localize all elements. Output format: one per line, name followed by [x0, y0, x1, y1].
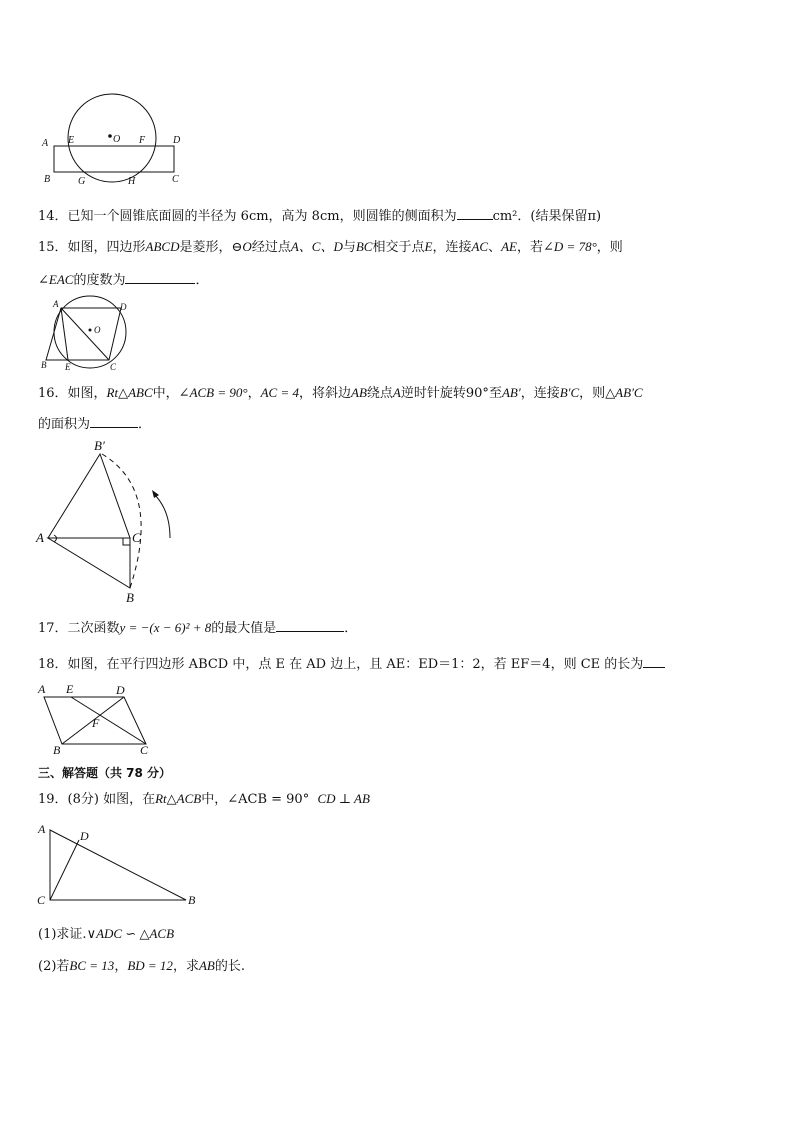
fig13-rectangle	[54, 146, 174, 172]
figure-parallelogram	[36, 680, 166, 756]
q19-prefix: 19．(8分) 如图，在	[38, 792, 156, 807]
fig16-arrow-head	[152, 490, 159, 498]
q16-mid6: ，连接	[520, 386, 560, 401]
fig15-center-dot	[89, 329, 92, 332]
question-18	[38, 654, 665, 674]
fig15-label-a: A	[53, 299, 59, 309]
question-19-part-1	[38, 925, 174, 944]
question-16-line-2	[38, 414, 151, 434]
q16-mid7: ，则	[579, 386, 606, 401]
q16-ab: AB	[351, 385, 367, 400]
fig16-label-b: B	[126, 590, 134, 605]
q14-unit: cm²．(结果保留π)	[492, 209, 602, 224]
fig18-label-a: A	[38, 682, 46, 696]
q15-angle-d: ∠D = 78°	[543, 239, 597, 254]
q16-mid4: 逆时针旋转	[400, 386, 466, 401]
q16-mid3: 绕点	[366, 386, 393, 401]
q15-bc: BC	[355, 239, 373, 254]
fig16-label-c: C	[132, 530, 141, 545]
fig13-label-h: H	[128, 176, 136, 187]
q15-degree-text: 的度数为	[73, 273, 126, 288]
fig18-label-b: B	[53, 743, 61, 757]
section-3-title: 三、解答题（共 78 分）	[38, 766, 172, 780]
q16-mid5: 至	[488, 386, 502, 401]
q16-rt: Rt△ABC	[106, 385, 153, 400]
fig15-ae	[61, 308, 68, 360]
fig19-label-a: A	[38, 822, 46, 836]
q15-prefix: 15．如图，四边形	[38, 240, 146, 255]
fig16-arc	[102, 454, 141, 588]
q16-deg: 90°	[465, 386, 489, 401]
question-16-line-1	[38, 384, 643, 403]
fig18-label-f: F	[92, 716, 100, 730]
fig16-label-bp: B′	[94, 438, 105, 453]
q14-text: 14．已知一个圆锥底面圆的半径为 6cm，高为 8cm，则圆锥的侧面积为	[38, 209, 457, 224]
fig13-label-c: C	[172, 174, 179, 185]
fig13-label-d: D	[173, 135, 181, 146]
q15-o: O	[242, 239, 252, 254]
q16-answer-blank[interactable]	[90, 414, 138, 428]
fig18-label-e: E	[66, 682, 74, 696]
fig18-label-d: D	[116, 683, 125, 697]
q19-perp: CD ⊥ AB	[317, 791, 370, 806]
fig13-label-a: A	[42, 138, 49, 149]
fig19-triangle	[50, 830, 186, 900]
fig18-label-c: C	[140, 743, 149, 757]
q19-p1-math: ∨ADC ∽ △ACB	[86, 926, 175, 941]
q19-p2-mid: ，求	[172, 959, 199, 974]
question-17	[38, 618, 357, 638]
q19-comma: ，	[114, 959, 128, 974]
fig16-triangle-acb	[48, 538, 130, 588]
fig19-cd	[50, 840, 79, 900]
q15-sep: 、	[488, 240, 502, 255]
q15-rhombus-text: 是菱形，	[179, 240, 232, 255]
q19-p2-prefix: (2)若	[38, 959, 70, 974]
q16-tri: △AB′C	[605, 385, 643, 400]
q16-ac4: AC = 4	[260, 385, 299, 400]
fig13-label-f: F	[139, 135, 146, 146]
fig13-label-g: G	[78, 176, 86, 187]
q15-ac: AC	[471, 239, 489, 254]
fig13-label-o: O	[113, 134, 121, 145]
fig13-label-e: E	[68, 135, 75, 146]
q19-ab: AB	[198, 958, 215, 973]
q16-period: ．	[138, 417, 152, 432]
q15-ae: AE	[501, 239, 517, 254]
q18-answer-blank[interactable]	[643, 654, 665, 668]
question-19-part-2	[38, 957, 245, 976]
q17-suffix: 的最大值是	[211, 621, 277, 636]
q15-then: ，则	[596, 240, 623, 255]
q15-points: A、C、D	[290, 239, 343, 254]
fig15-label-b: B	[41, 360, 47, 370]
figure-circle-rectangle	[40, 88, 190, 188]
q19-bc: BC = 13	[69, 958, 115, 973]
q16-mid2: ，将斜边	[299, 386, 352, 401]
q19-p1-prefix: (1)求证.	[38, 927, 87, 942]
q19-rt: Rt△ACB	[155, 791, 202, 806]
fig16-arrow-arc	[154, 494, 170, 538]
question-19	[38, 790, 370, 809]
q15-abcd: ABCD	[145, 239, 180, 254]
q18-text: 18．如图，在平行四边形 ABCD 中，点 E 在 AD 边上，且 AE：ED＝1：2，若 EF＝4，则 CE 的长为	[38, 657, 644, 672]
fig13-center-dot	[108, 134, 112, 138]
q16-comma: ，	[247, 386, 261, 401]
fig15-label-o: O	[94, 325, 101, 335]
q15-answer-blank[interactable]	[125, 270, 195, 284]
q15-if: ，若	[517, 240, 544, 255]
q16-area-text: 的面积为	[38, 417, 91, 432]
q17-answer-blank[interactable]	[276, 618, 344, 632]
fig19-label-c: C	[37, 893, 46, 907]
q16-abp: AB′	[501, 385, 521, 400]
fig13-label-b: B	[44, 174, 51, 185]
fig16-label-a: A	[36, 530, 44, 545]
q17-prefix: 17．二次函数	[38, 621, 120, 636]
fig15-label-c: C	[110, 362, 117, 372]
q19-angle: ∠ACB = 90°	[227, 792, 310, 807]
fig19-label-b: B	[188, 893, 196, 907]
question-15-line-2	[38, 270, 208, 290]
q19-mid: 中，	[201, 792, 228, 807]
q19-p2-end: 的长.	[214, 959, 245, 974]
q14-answer-blank[interactable]	[457, 206, 493, 220]
q16-bpc: B′C	[559, 385, 580, 400]
q15-with: 与	[342, 240, 356, 255]
q17-function: y = −(x − 6)² + 8	[119, 620, 212, 635]
figure-right-triangle	[36, 820, 206, 912]
q15-angle-eac: ∠EAC	[38, 272, 74, 287]
q16-acb: ∠ACB = 90°	[178, 385, 248, 400]
fig15-ac	[61, 308, 109, 360]
q15-intersect: 相交于点	[372, 240, 425, 255]
q15-circle-symbol: ⊖	[231, 240, 243, 255]
q15-connect: ，连接	[432, 240, 472, 255]
q17-period: ．	[344, 621, 358, 636]
q15-period: ．	[195, 273, 209, 288]
q19-bd: BD = 12	[127, 958, 173, 973]
question-14	[38, 206, 601, 226]
fig15-label-d: D	[120, 302, 127, 312]
q16-a: A	[392, 385, 401, 400]
figure-rhombus-circle	[38, 296, 138, 376]
fig15-rhombus	[46, 308, 121, 360]
q16-prefix: 16．如图，	[38, 386, 107, 401]
q16-mid1: 中，	[152, 386, 179, 401]
fig15-label-e: E	[65, 362, 71, 372]
fig19-label-d: D	[80, 829, 89, 843]
q15-e: E	[424, 239, 433, 254]
q15-passes: 经过点	[251, 240, 291, 255]
fig16-right-angle	[123, 538, 130, 545]
question-15-line-1	[38, 238, 623, 257]
figure-rotation	[34, 438, 174, 608]
